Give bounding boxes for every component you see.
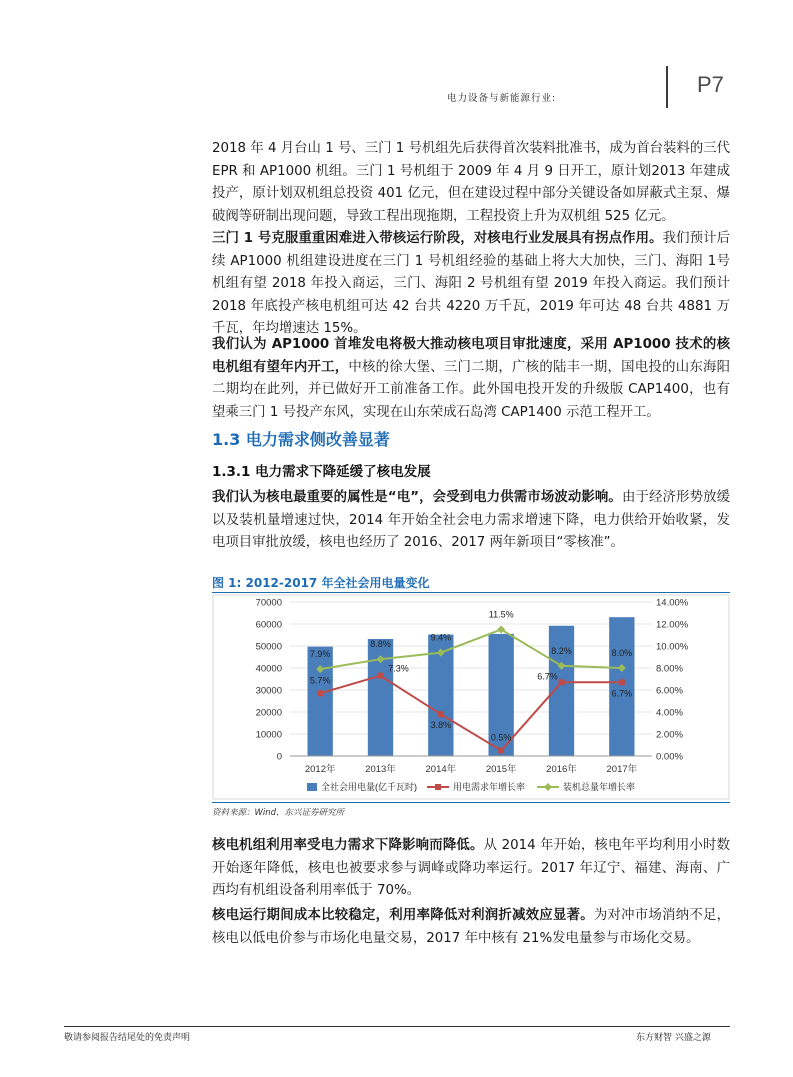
- section-heading-1-3: 1.3 电力需求侧改善显著: [212, 430, 390, 449]
- data-label-capacity-growth: 8.8%: [370, 639, 391, 650]
- chart-labels: [310, 610, 632, 743]
- footer-slogan: 东方财智 兴盛之源: [636, 1033, 711, 1043]
- legend-label: 全社会用电量(亿千瓦时): [321, 782, 417, 792]
- data-label-demand-growth: 6.7%: [537, 671, 558, 682]
- y-left-tick-label: 50000: [255, 641, 282, 653]
- chart-gridlines: [213, 595, 729, 799]
- legend-swatch-bar: [307, 783, 317, 791]
- footer-disclaimer: 敬请参阅报告结尾处的免责声明: [64, 1033, 191, 1043]
- paragraph-2-lead: 三门 1 号克服重重困难进入带核运行阶段，对核电行业发展具有拐点作用。: [212, 231, 663, 246]
- bar-2012年: [307, 647, 332, 756]
- data-label-capacity-growth: 9.4%: [430, 632, 452, 643]
- paragraph-6-lead: 核电运行期间成本比较稳定，利用率降低对利润折减效应显著。: [212, 908, 594, 923]
- data-label-demand-growth: 0.5%: [490, 732, 512, 743]
- x-tick-label: 2012年: [304, 764, 336, 775]
- paragraph-6: [212, 905, 730, 950]
- chart-frame: [213, 595, 729, 799]
- point-demand-growth: [619, 679, 625, 685]
- y-left-tick-label: 0: [276, 751, 282, 763]
- series-line-2: [320, 630, 622, 670]
- paragraph-2-body: 我们预计后续 AP1000 机组建设进度在三门 1 号机组经验的基础上将大大加快，三门、海阳 1号机组有望 2018 年投入商运，三门、海阳 2 号机组有望 2019 年投入商运。我们预计 2018 年底投产核电机组可达 42 台共 4220 万千瓦，2019 年可达 48 台共 4881 万千瓦，年均增速达 15%。: [212, 231, 731, 337]
- paragraph-3-body: 中核的徐大堡、三门二期，广核的陆丰一期，国电投的山东海阳二期均在此列，并已做好开工前准备工作。此外国电投开发的升级版 CAP1400，也有望乘三门 1 号投产东风，实现在山东荣成石岛湾 CAP1400 示范工程开工。: [212, 359, 731, 420]
- y-left-tick-label: 30000: [255, 685, 282, 697]
- point-demand-growth: [438, 711, 444, 717]
- y-left-tick-label: 10000: [255, 729, 282, 741]
- y-right-tick-label: 2.00%: [656, 729, 683, 741]
- electricity-consumption-chart: [212, 594, 730, 800]
- point-demand-growth: [559, 679, 565, 685]
- page-number: P7: [697, 72, 724, 97]
- figure-bottom-rule: [212, 802, 730, 803]
- header-divider: [666, 66, 668, 108]
- y-right-tick-label: 8.00%: [656, 663, 683, 675]
- point-demand-growth: [317, 690, 323, 696]
- x-tick-label: 2015年: [485, 764, 517, 775]
- y-right-tick-label: 14.00%: [656, 597, 689, 609]
- y-left-tick-label: 20000: [255, 707, 282, 719]
- point-demand-growth: [378, 673, 384, 679]
- data-label-demand-growth: 6.7%: [611, 688, 633, 699]
- y-left-tick-label: 40000: [255, 663, 282, 675]
- figure-source: 资料来源：Wind，东兴证券研究所: [212, 808, 345, 818]
- y-right-tick-label: 12.00%: [656, 619, 689, 631]
- footer-rule: [64, 1026, 730, 1027]
- paragraph-2: [212, 228, 730, 341]
- data-label-capacity-growth: 11.5%: [488, 609, 514, 620]
- data-label-capacity-growth: 8.2%: [551, 645, 572, 656]
- paragraph-5: [212, 835, 730, 903]
- data-label-capacity-growth: 7.9%: [309, 649, 331, 660]
- x-tick-label: 2013年: [365, 764, 396, 775]
- paragraph-4-body: 由于经济形势放缓以及装机量增速过快，2014 年开始全社会电力需求增速下降，电力供给开始收紧，发电项目审批放缓，核电也经历了 2016、2017 两年新项目“零核准”。: [212, 490, 731, 551]
- figure-title: 图 1: 2012-2017 年全社会用电量变化: [212, 576, 430, 590]
- paragraph-4: [212, 487, 730, 555]
- paragraph-5-body: 从 2014 年开始，核电年平均利用小时数开始逐年降低，核电也被要求参与调峰或降功率运行。2017 年辽宁、福建、海南、广西均有机组设备利用率低于 70%。: [212, 838, 731, 899]
- x-tick-label: 2014年: [425, 764, 457, 775]
- y-right-tick-label: 4.00%: [656, 707, 683, 719]
- data-label-demand-growth: 5.7%: [309, 675, 331, 686]
- x-tick-label: 2016年: [546, 764, 577, 775]
- x-tick-label: 2017年: [606, 764, 638, 775]
- paragraph-6-body: 为对冲市场消纳不足，核电以低电价参与市场化电量交易，2017 年中核有 21%发电量参与市场化交易。: [212, 908, 731, 946]
- paragraph-3-lead: 我们认为 AP1000 首堆发电将极大推动核电项目审批速度，采用 AP1000 技术的核电机组有望年内开工，: [212, 337, 730, 375]
- legend-marker: [544, 783, 552, 791]
- figure-top-rule: [212, 592, 730, 593]
- data-label-demand-growth: 7.3%: [388, 663, 409, 674]
- series-line-1: [320, 676, 622, 751]
- legend-marker: [435, 784, 441, 790]
- legend-label: 用电需求年增长率: [453, 782, 526, 792]
- point-demand-growth: [498, 748, 504, 754]
- y-right-tick-label: 6.00%: [656, 685, 683, 697]
- y-left-tick-label: 60000: [255, 619, 282, 631]
- data-label-demand-growth: 3.8%: [430, 720, 452, 731]
- y-right-tick-label: 0.00%: [656, 751, 683, 763]
- paragraph-4-lead: 我们认为核电最重要的属性是“电”，会受到电力供需市场波动影响。: [212, 490, 622, 505]
- chart-bars: [307, 617, 634, 756]
- paragraph-1: 2018 年 4 月台山 1 号、三门 1 号机组先后获得首次装料批准书，成为首台装料的三代 EPR 和 AP1000 机组。三门 1 号机组于 2009 年 4 月 9 日开工，原计划2013 年建成投产，原计划双机组总投资 401 亿元，但在建设过程中部分关键设备如屏蔽式主泵、爆破阀等研制出现问题，导致工程出现拖期，工程投资上升为双机组 525 亿元。: [212, 141, 730, 224]
- legend-label: 装机总量年增长率: [563, 782, 636, 792]
- paragraph-3: [212, 334, 730, 424]
- paragraph-5-lead: 核电机组利用率受电力需求下降影响而降低。: [212, 838, 484, 853]
- bar-2017年: [609, 617, 634, 756]
- header-title: 电力设备与新能源行业:: [447, 93, 557, 104]
- data-label-capacity-growth: 8.0%: [611, 648, 633, 658]
- chart-legend: [307, 781, 635, 792]
- y-left-tick-label: 70000: [255, 597, 282, 609]
- section-heading-1-3-1: 1.3.1 电力需求下降延缓了核电发展: [212, 464, 431, 480]
- y-right-tick-label: 10.00%: [656, 641, 689, 653]
